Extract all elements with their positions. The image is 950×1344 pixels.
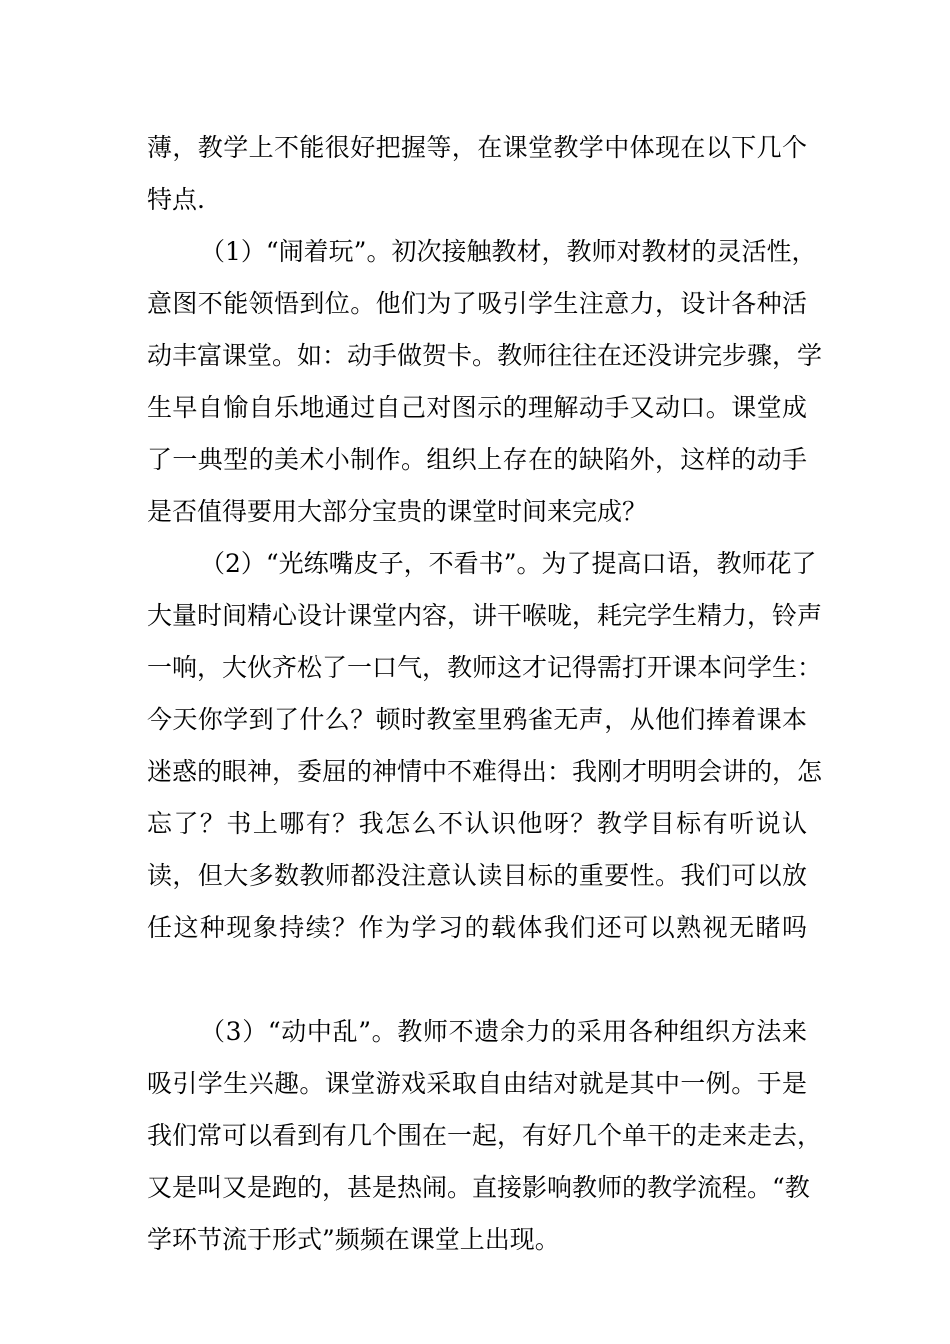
body-text-line: 我们常可以看到有几个围在一起，有好几个单干的走来走去， [147,1121,823,1150]
paragraph-1-first-line: （1）“闹着玩”。初次接触教材，教师对教材的灵活性， [200,237,817,266]
body-text-line: 是否值得要用大部分宝贵的课堂时间来完成？ [147,497,648,526]
body-text-line: 任这种现象持续？作为学习的载体我们还可以熟视无睹吗 [147,913,807,942]
body-text-line: 读，但大多数教师都没注意认读目标的重要性。我们可以放 [147,861,807,890]
paragraph-2-first-line: （2）“光练嘴皮子，不看书”。为了提高口语，教师花了 [200,549,817,578]
body-text-line: 意图不能领悟到位。他们为了吸引学生注意力，设计各种活 [147,289,807,318]
body-text-line: 生早自愉自乐地通过自己对图示的理解动手又动口。课堂成 [147,393,807,422]
body-text-line: 吸引学生兴趣。课堂游戏采取自由结对就是其中一例。于是 [147,1069,807,1098]
body-text-line: 学环节流于形式”频频在课堂上出现。 [147,1225,560,1254]
body-text-line: 特点. [147,185,205,214]
body-text-line: 迷惑的眼神，委屈的神情中不难得出：我刚才明明会讲的，怎 [147,757,823,786]
body-text-line: 一响，大伙齐松了一口气，教师这才记得需打开课本问学生： [147,653,823,682]
body-text-line: 大量时间精心设计课堂内容，讲干喉咙，耗完学生精力，铃声 [147,601,823,630]
body-text-line: 了一典型的美术小制作。组织上存在的缺陷外，这样的动手 [147,445,807,474]
paragraph-3-first-line: （3）“动中乱”。教师不遗余力的采用各种组织方法来 [200,1017,807,1046]
body-text-line: 动丰富课堂。如：动手做贺卡。教师往往在还没讲完步骤，学 [147,341,823,370]
body-text-line: 今天你学到了什么？顿时教室里鸦雀无声，从他们捧着课本 [147,705,807,734]
body-text-line: 忘了？书上哪有？我怎么不认识他呀？教学目标有听说认 [147,809,807,838]
body-text-line: 薄，教学上不能很好把握等，在课堂教学中体现在以下几个 [147,133,807,162]
body-text-line: 又是叫又是跑的，甚是热闹。直接影响教师的教学流程。“教 [147,1173,810,1202]
